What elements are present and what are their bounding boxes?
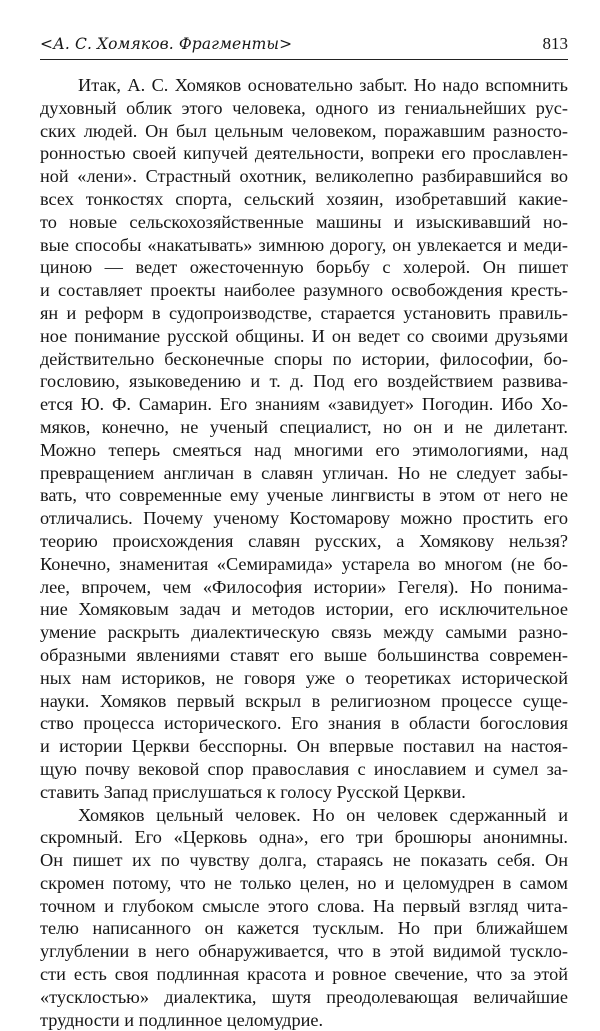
text-line: науки. Хомяков первый вскрыл в религиозном процессе суще- [40,690,568,713]
text-line: ставить Запад прислушаться к голосу Русской Церкви. [40,781,568,804]
text-line: Можно теперь смеяться над многими его этимологиями, над [40,439,568,462]
text-line: Он пишет их по чувству долга, стараясь не показать себя. Он [40,849,568,872]
text-line: ных нам историков, не говоря уже о теоретиках исторической [40,667,568,690]
text-line: и истории Церкви бесспорны. Он впервые поставил на настоя- [40,735,568,758]
text-line: ное понимание русской общины. И он ведет со своими друзьями [40,325,568,348]
text-line: Итак, А. С. Хомяков основательно забыт. Но надо вспомнить [40,74,568,97]
text-line: ронностью своей кипучей деятельности, вопреки его прославлен- [40,142,568,165]
running-title: <А. С. Хомяков. Фрагменты> [40,35,292,53]
text-line: Конечно, знаменитая «Семирамида» устарела во многом (не бо- [40,553,568,576]
text-line: ских людей. Он был цельным человеком, поражавшим разносто- [40,120,568,143]
text-line: всех тонкостях спорта, сельский хозяин, изобретавший какие- [40,188,568,211]
text-line: то новые сельскохозяйственные машины и изыскивавший но- [40,211,568,234]
text-line: ство процесса исторического. Его знания в области богословия [40,712,568,735]
text-line: скромный. Его «Церковь одна», его три брошюры анонимны. [40,826,568,849]
text-line: лее, впрочем, чем «Философия истории» Гегеля). Но понима- [40,576,568,599]
text-line: умение раскрыть диалектическую связь между самыми разно- [40,621,568,644]
text-line: ние Хомяковым задач и методов истории, его исключительное [40,598,568,621]
text-line: трудности и подлинное целомудрие. [40,1009,568,1031]
body-text [40,74,568,1031]
text-line: образными явлениями ставят его выше большинства современ- [40,644,568,667]
text-line: отличались. Почему ученому Костомарову можно простить его [40,507,568,530]
text-line: сти есть своя подлинная красота и ровное свечение, что за этой [40,963,568,986]
text-line: углублении в него обнаруживается, что в этой видимой тускло- [40,940,568,963]
text-line: и составляет проекты наиболее разумного освобождения кресть- [40,279,568,302]
paragraph-1 [40,74,568,804]
text-line: циною — ведет ожесточенную борьбу с холерой. Он пишет [40,256,568,279]
text-line: ной «лени». Страстный охотник, великолепно разбиравшийся во [40,165,568,188]
text-line: превращением англичан в славян угличан. Но не следует забы- [40,462,568,485]
text-line: ян и реформ в судопроизводстве, старается установить правиль- [40,302,568,325]
text-line: духовный облик этого человека, одного из гениальнейших рус- [40,97,568,120]
page-number: 813 [543,34,569,54]
text-line: теорию происхождения славян русских, а Хомякову нельзя? [40,530,568,553]
text-line: вать, что современные ему ученые лингвисты в этом от него не [40,484,568,507]
text-line: «тусклостью» диалектика, шутя преодолевающая величайшие [40,986,568,1009]
text-line: гословию, языковедению и т. д. Под его воздействием развива- [40,370,568,393]
text-line: мяков, конечно, не ученый специалист, но он и не дилетант. [40,416,568,439]
text-line: Хомяков цельный человек. Но он человек сдержанный и [40,804,568,827]
paragraph-2 [40,804,568,1031]
text-line: скромен потому, что не только целен, но и целомудрен в самом [40,872,568,895]
text-line: вые способы «накатывать» зимнюю дорогу, он увлекается и меди- [40,234,568,257]
text-line: действительно бесконечные споры по истории, философии, бо- [40,348,568,371]
running-head [40,33,568,60]
text-line: ется Ю. Ф. Самарин. Его знаниям «завидует» Погодин. Ибо Хо- [40,393,568,416]
text-line: щую почву вековой спор православия с инославием и сумел за- [40,758,568,781]
text-line: телю написанного он кажется тусклым. Но при ближайшем [40,917,568,940]
text-line: точном и глубоком смысле этого слова. На первый взгляд чита- [40,895,568,918]
